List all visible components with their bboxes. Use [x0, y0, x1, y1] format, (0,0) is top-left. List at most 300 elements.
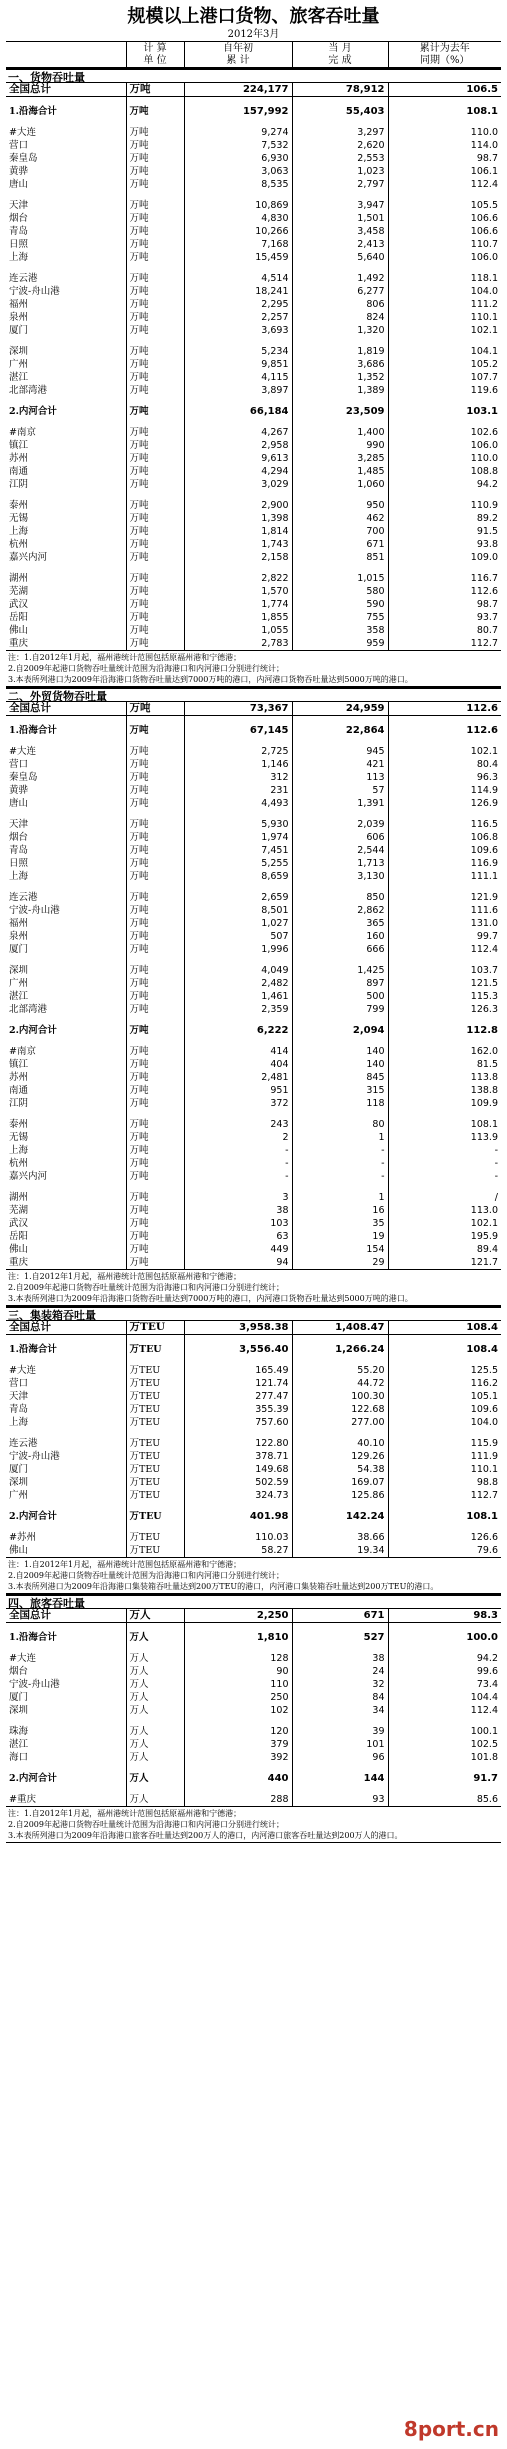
- month-cell: 358: [292, 624, 388, 637]
- cumulative-cell: 2,900: [184, 499, 292, 512]
- cumulative-cell: 4,267: [184, 426, 292, 439]
- spacer-row: [6, 956, 501, 964]
- cumulative-cell: 449: [184, 1243, 292, 1256]
- port-name-cell: 2.内河合计: [6, 405, 126, 418]
- table-row: [6, 178, 501, 191]
- table-row: [6, 126, 501, 139]
- yoy-cell: 89.2: [476, 513, 498, 524]
- cumulative-cell: 414: [184, 1045, 292, 1058]
- yoy-cell: 98.7: [476, 153, 498, 164]
- yoy-cell: 106.0: [470, 252, 498, 263]
- table-row: [6, 1531, 501, 1544]
- table-row: [6, 1403, 501, 1416]
- cumulative-cell: 2,250: [184, 1609, 292, 1623]
- month-cell: 1,389: [292, 384, 388, 397]
- table-row: [6, 797, 501, 810]
- port-name-cell: 深圳: [6, 1704, 126, 1717]
- unit-cell: 万吨: [126, 139, 184, 152]
- month-cell: 5,640: [292, 251, 388, 264]
- unit-cell: 万TEU: [126, 1390, 184, 1403]
- unit-cell: 万吨: [126, 152, 184, 165]
- port-name-cell: 全国总计: [6, 702, 126, 716]
- table-row: [6, 1652, 501, 1665]
- yoy-cell: 80.4: [476, 759, 498, 770]
- cumulative-cell: 1,027: [184, 917, 292, 930]
- note-line: 2.自2009年起港口货物吞吐量统计范围为沿海港口和内河港口分别进行统计；: [8, 1571, 284, 1580]
- cumulative-cell: 2,958: [184, 439, 292, 452]
- unit-cell: 万吨: [126, 831, 184, 844]
- table-row: [6, 1793, 501, 1806]
- yoy-cell: 99.6: [476, 1666, 498, 1677]
- yoy-cell: 102.1: [470, 1218, 498, 1229]
- month-cell: 606: [292, 831, 388, 844]
- port-name-cell: 无锡: [6, 512, 126, 525]
- yoy-cell: /: [494, 1192, 498, 1203]
- cumulative-cell: 165.49: [184, 1364, 292, 1377]
- month-cell: 666: [292, 943, 388, 956]
- port-name-cell: #南京: [6, 426, 126, 439]
- cumulative-cell: 2,158: [184, 551, 292, 564]
- unit-cell: 万吨: [126, 784, 184, 797]
- section-table: [6, 1321, 501, 1557]
- yoy-cell: 116.2: [470, 1378, 498, 1389]
- total-row: [6, 1321, 501, 1335]
- spacer-row: [6, 1110, 501, 1118]
- table-row: [6, 943, 501, 956]
- table-row: [6, 1544, 501, 1557]
- spacer-row: [6, 118, 501, 126]
- port-name-cell: 嘉兴内河: [6, 1170, 126, 1183]
- yoy-cell: 111.2: [470, 299, 498, 310]
- month-cell: 140: [292, 1045, 388, 1058]
- yoy-cell: 93.7: [476, 612, 498, 623]
- cumulative-cell: 1,774: [184, 598, 292, 611]
- yoy-cell: -: [494, 1158, 498, 1169]
- yoy-cell: 91.7: [473, 1773, 498, 1784]
- port-name-cell: 杭州: [6, 1157, 126, 1170]
- yoy-cell: 106.0: [470, 440, 498, 451]
- cumulative-cell: 2,481: [184, 1071, 292, 1084]
- yoy-cell: 99.7: [476, 931, 498, 942]
- port-name-cell: 连云港: [6, 891, 126, 904]
- subtotal-row: [6, 1343, 501, 1356]
- subtotal-row: [6, 1024, 501, 1037]
- cumulative-cell: 2,359: [184, 1003, 292, 1016]
- unit-cell: 万吨: [126, 512, 184, 525]
- month-cell: 16: [292, 1204, 388, 1217]
- table-row: [6, 1097, 501, 1110]
- port-name-cell: 岳阳: [6, 611, 126, 624]
- note-line: 3.本表所列港口为2009年沿海港口集装箱吞吐量达到200万TEU的港口，内河港口集装箱吞吐量达到200万TEU的港口。: [8, 1582, 439, 1591]
- month-cell: 1,060: [292, 478, 388, 491]
- yoy-cell: 107.7: [470, 372, 498, 383]
- yoy-cell: 100.1: [470, 1726, 498, 1737]
- table-row: [6, 637, 501, 650]
- table-row: [6, 611, 501, 624]
- unit-cell: 万吨: [126, 771, 184, 784]
- yoy-cell: 79.6: [476, 1545, 498, 1556]
- cumulative-cell: 94: [184, 1256, 292, 1269]
- cumulative-cell: 4,049: [184, 964, 292, 977]
- unit-cell: 万TEU: [126, 1364, 184, 1377]
- table-row: [6, 358, 501, 371]
- port-name-cell: 江阴: [6, 1097, 126, 1110]
- port-name-cell: 烟台: [6, 1665, 126, 1678]
- month-cell: 24: [292, 1665, 388, 1678]
- table-row: [6, 598, 501, 611]
- unit-cell: 万吨: [126, 990, 184, 1003]
- cumulative-cell: 324.73: [184, 1489, 292, 1502]
- subtotal-row: [6, 1772, 501, 1785]
- table-row: [6, 1058, 501, 1071]
- port-name-cell: 天津: [6, 1390, 126, 1403]
- port-name-cell: 武汉: [6, 1217, 126, 1230]
- cumulative-cell: 243: [184, 1118, 292, 1131]
- yoy-cell: 108.1: [466, 106, 498, 117]
- port-name-cell: 江阴: [6, 478, 126, 491]
- port-name-cell: 日照: [6, 238, 126, 251]
- unit-cell: 万TEU: [126, 1450, 184, 1463]
- port-name-cell: 1.沿海合计: [6, 105, 126, 118]
- month-cell: 144: [292, 1772, 388, 1785]
- header-unit: 计 算 单 位: [126, 42, 184, 68]
- month-cell: 19: [292, 1230, 388, 1243]
- cumulative-cell: 3,063: [184, 165, 292, 178]
- yoy-cell: 108.4: [388, 1321, 501, 1335]
- unit-cell: 万吨: [126, 1084, 184, 1097]
- yoy-cell: 106.5: [388, 83, 501, 97]
- month-cell: -: [292, 1170, 388, 1183]
- spacer-row: [6, 337, 501, 345]
- yoy-cell: 109.6: [470, 845, 498, 856]
- header-blank: [6, 42, 126, 68]
- unit-cell: 万吨: [126, 538, 184, 551]
- port-name-cell: 海口: [6, 1751, 126, 1764]
- yoy-cell: 126.9: [470, 798, 498, 809]
- unit-cell: 万人: [126, 1725, 184, 1738]
- month-cell: 142.24: [292, 1510, 388, 1523]
- unit-cell: 万TEU: [126, 1544, 184, 1557]
- month-cell: 462: [292, 512, 388, 525]
- table-row: [6, 1230, 501, 1243]
- month-cell: 824: [292, 311, 388, 324]
- cumulative-cell: 392: [184, 1751, 292, 1764]
- cumulative-cell: 8,501: [184, 904, 292, 917]
- cumulative-cell: 15,459: [184, 251, 292, 264]
- cumulative-cell: 4,514: [184, 272, 292, 285]
- cumulative-cell: 3,693: [184, 324, 292, 337]
- table-row: [6, 551, 501, 564]
- port-name-cell: 芜湖: [6, 585, 126, 598]
- yoy-cell: 114.9: [470, 785, 498, 796]
- unit-cell: 万TEU: [126, 1510, 184, 1523]
- month-cell: 39: [292, 1725, 388, 1738]
- port-name-cell: 广州: [6, 358, 126, 371]
- section-table: [6, 1609, 501, 1806]
- section-notes: [6, 1806, 501, 1843]
- section-table: [6, 702, 501, 1269]
- cumulative-cell: 1,810: [184, 1631, 292, 1644]
- cumulative-cell: 149.68: [184, 1463, 292, 1476]
- cumulative-cell: 1,996: [184, 943, 292, 956]
- port-name-cell: 重庆: [6, 637, 126, 650]
- unit-cell: 万吨: [126, 1157, 184, 1170]
- unit-cell: 万吨: [126, 1058, 184, 1071]
- yoy-cell: 111.1: [470, 871, 498, 882]
- month-cell: 38: [292, 1652, 388, 1665]
- port-name-cell: 北部湾港: [6, 384, 126, 397]
- unit-cell: 万吨: [126, 311, 184, 324]
- total-row: [6, 83, 501, 97]
- cumulative-cell: 38: [184, 1204, 292, 1217]
- unit-cell: 万吨: [126, 1144, 184, 1157]
- cumulative-cell: 2,822: [184, 572, 292, 585]
- month-cell: 850: [292, 891, 388, 904]
- cumulative-cell: 502.59: [184, 1476, 292, 1489]
- yoy-cell: 113.0: [470, 1205, 498, 1216]
- table-row: [6, 745, 501, 758]
- port-name-cell: 全国总计: [6, 83, 126, 97]
- port-name-cell: 唐山: [6, 178, 126, 191]
- yoy-cell: 89.4: [476, 1244, 498, 1255]
- yoy-cell: 104.0: [470, 286, 498, 297]
- port-name-cell: 天津: [6, 199, 126, 212]
- port-name-cell: 青岛: [6, 225, 126, 238]
- yoy-cell: 112.4: [470, 1705, 498, 1716]
- month-cell: 421: [292, 758, 388, 771]
- month-cell: 1,391: [292, 797, 388, 810]
- table-row: [6, 758, 501, 771]
- port-name-cell: 无锡: [6, 1131, 126, 1144]
- table-row: [6, 272, 501, 285]
- table-row: [6, 977, 501, 990]
- table-row: [6, 1364, 501, 1377]
- month-cell: 29: [292, 1256, 388, 1269]
- cumulative-cell: 1,398: [184, 512, 292, 525]
- month-cell: 590: [292, 598, 388, 611]
- note-line: 2.自2009年起港口货物吞吐量统计范围为沿海港口和内河港口分别进行统计；: [8, 1283, 284, 1292]
- cumulative-cell: 5,234: [184, 345, 292, 358]
- section-title: 二、外贸货物吞吐量: [6, 687, 501, 702]
- month-cell: 84: [292, 1691, 388, 1704]
- unit-cell: 万吨: [126, 371, 184, 384]
- port-name-cell: 南通: [6, 1084, 126, 1097]
- unit-cell: 万吨: [126, 1097, 184, 1110]
- port-name-cell: 宁波-舟山港: [6, 904, 126, 917]
- yoy-cell: 125.5: [470, 1365, 498, 1376]
- table-row: [6, 1476, 501, 1489]
- port-name-cell: 湛江: [6, 1738, 126, 1751]
- cumulative-cell: 7,532: [184, 139, 292, 152]
- cumulative-cell: 507: [184, 930, 292, 943]
- month-cell: 2,413: [292, 238, 388, 251]
- yoy-cell: 112.8: [466, 1025, 498, 1036]
- table-row: [6, 990, 501, 1003]
- port-name-cell: 宁波-舟山港: [6, 1450, 126, 1463]
- port-name-cell: 佛山: [6, 1544, 126, 1557]
- table-row: [6, 891, 501, 904]
- subtotal-row: [6, 105, 501, 118]
- unit-cell: 万吨: [126, 844, 184, 857]
- yoy-cell: 131.0: [470, 918, 498, 929]
- month-cell: 122.68: [292, 1403, 388, 1416]
- yoy-cell: 126.3: [470, 1004, 498, 1015]
- unit-cell: 万TEU: [126, 1489, 184, 1502]
- yoy-cell: 121.9: [470, 892, 498, 903]
- month-cell: 3,130: [292, 870, 388, 883]
- yoy-cell: 113.8: [470, 1072, 498, 1083]
- port-name-cell: #大连: [6, 126, 126, 139]
- cumulative-cell: 1,461: [184, 990, 292, 1003]
- port-name-cell: 厦门: [6, 324, 126, 337]
- unit-cell: 万TEU: [126, 1403, 184, 1416]
- month-cell: 2,553: [292, 152, 388, 165]
- unit-cell: 万吨: [126, 345, 184, 358]
- port-name-cell: 泰州: [6, 499, 126, 512]
- port-name-cell: 苏州: [6, 452, 126, 465]
- unit-cell: 万TEU: [126, 1416, 184, 1429]
- unit-cell: 万吨: [126, 1045, 184, 1058]
- yoy-cell: 121.7: [470, 1257, 498, 1268]
- column-header: [6, 41, 501, 68]
- cumulative-cell: 10,869: [184, 199, 292, 212]
- table-row: [6, 1118, 501, 1131]
- month-cell: 78,912: [292, 83, 388, 97]
- table-row: [6, 1256, 501, 1269]
- table-row: [6, 1725, 501, 1738]
- month-cell: 3,297: [292, 126, 388, 139]
- unit-cell: 万吨: [126, 212, 184, 225]
- yoy-cell: 102.1: [470, 746, 498, 757]
- month-cell: 2,094: [292, 1024, 388, 1037]
- cumulative-cell: 18,241: [184, 285, 292, 298]
- yoy-cell: 106.6: [470, 226, 498, 237]
- month-cell: 140: [292, 1058, 388, 1071]
- port-name-cell: 佛山: [6, 624, 126, 637]
- port-name-cell: 青岛: [6, 1403, 126, 1416]
- month-cell: 154: [292, 1243, 388, 1256]
- cumulative-cell: 231: [184, 784, 292, 797]
- cumulative-cell: 2,295: [184, 298, 292, 311]
- spacer-row: [6, 1037, 501, 1045]
- cumulative-cell: 9,274: [184, 126, 292, 139]
- table-row: [6, 452, 501, 465]
- yoy-cell: 112.4: [470, 179, 498, 190]
- table-row: [6, 844, 501, 857]
- unit-cell: 万人: [126, 1704, 184, 1717]
- month-cell: 277.00: [292, 1416, 388, 1429]
- port-name-cell: 深圳: [6, 1476, 126, 1489]
- month-cell: 897: [292, 977, 388, 990]
- table-row: [6, 1437, 501, 1450]
- month-cell: 1,425: [292, 964, 388, 977]
- cumulative-cell: 66,184: [184, 405, 292, 418]
- table-row: [6, 1416, 501, 1429]
- unit-cell: 万人: [126, 1665, 184, 1678]
- unit-cell: 万吨: [126, 1003, 184, 1016]
- unit-cell: 万吨: [126, 943, 184, 956]
- port-name-cell: 营口: [6, 1377, 126, 1390]
- port-name-cell: 北部湾港: [6, 1003, 126, 1016]
- yoy-cell: 112.6: [388, 702, 501, 716]
- month-cell: 34: [292, 1704, 388, 1717]
- cumulative-cell: 277.47: [184, 1390, 292, 1403]
- month-cell: -: [292, 1157, 388, 1170]
- cumulative-cell: 110.03: [184, 1531, 292, 1544]
- unit-cell: 万人: [126, 1678, 184, 1691]
- cumulative-cell: 2,725: [184, 745, 292, 758]
- total-row: [6, 702, 501, 716]
- yoy-cell: 106.1: [470, 166, 498, 177]
- port-name-cell: 芜湖: [6, 1204, 126, 1217]
- cumulative-cell: 7,168: [184, 238, 292, 251]
- table-row: [6, 1691, 501, 1704]
- cumulative-cell: 312: [184, 771, 292, 784]
- port-name-cell: 2.内河合计: [6, 1772, 126, 1785]
- yoy-cell: 102.5: [470, 1739, 498, 1750]
- port-name-cell: #南京: [6, 1045, 126, 1058]
- unit-cell: 万吨: [126, 1170, 184, 1183]
- table-row: [6, 1751, 501, 1764]
- port-name-cell: 岳阳: [6, 1230, 126, 1243]
- note-line: 2.自2009年起港口货物吞吐量统计范围为沿海港口和内河港口分别进行统计；: [8, 1820, 284, 1829]
- table-row: [6, 152, 501, 165]
- cumulative-cell: 4,493: [184, 797, 292, 810]
- month-cell: 365: [292, 917, 388, 930]
- month-cell: 44.72: [292, 1377, 388, 1390]
- month-cell: -: [292, 1144, 388, 1157]
- month-cell: 19.34: [292, 1544, 388, 1557]
- spacer-row: [6, 1429, 501, 1437]
- port-name-cell: 湖州: [6, 572, 126, 585]
- port-name-cell: 连云港: [6, 272, 126, 285]
- month-cell: 1,492: [292, 272, 388, 285]
- unit-cell: 万吨: [126, 572, 184, 585]
- month-cell: 93: [292, 1793, 388, 1806]
- table-row: [6, 1450, 501, 1463]
- yoy-cell: 108.4: [466, 1344, 498, 1355]
- port-name-cell: 湛江: [6, 990, 126, 1003]
- port-name-cell: 深圳: [6, 964, 126, 977]
- cumulative-cell: 372: [184, 1097, 292, 1110]
- month-cell: 2,620: [292, 139, 388, 152]
- unit-cell: 万吨: [126, 977, 184, 990]
- cumulative-cell: 1,814: [184, 525, 292, 538]
- page-title: 规模以上港口货物、旅客吞吐量: [127, 6, 380, 27]
- note-line: 2.自2009年起港口货物吞吐量统计范围为沿海港口和内河港口分别进行统计；: [8, 664, 284, 673]
- table-row: [6, 1084, 501, 1097]
- table-row: [6, 499, 501, 512]
- unit-cell: 万吨: [126, 702, 184, 716]
- spacer-row: [6, 1356, 501, 1364]
- unit-cell: 万吨: [126, 964, 184, 977]
- month-cell: 96: [292, 1751, 388, 1764]
- cumulative-cell: 401.98: [184, 1510, 292, 1523]
- table-row: [6, 831, 501, 844]
- yoy-cell: -: [494, 1171, 498, 1182]
- unit-cell: 万吨: [126, 1230, 184, 1243]
- cumulative-cell: 9,851: [184, 358, 292, 371]
- yoy-cell: 96.3: [476, 772, 498, 783]
- table-row: [6, 426, 501, 439]
- unit-cell: 万吨: [126, 1191, 184, 1204]
- cumulative-cell: 951: [184, 1084, 292, 1097]
- cumulative-cell: 102: [184, 1704, 292, 1717]
- month-cell: 57: [292, 784, 388, 797]
- yoy-cell: 109.9: [470, 1098, 498, 1109]
- table-row: [6, 285, 501, 298]
- spacer-row: [6, 1523, 501, 1531]
